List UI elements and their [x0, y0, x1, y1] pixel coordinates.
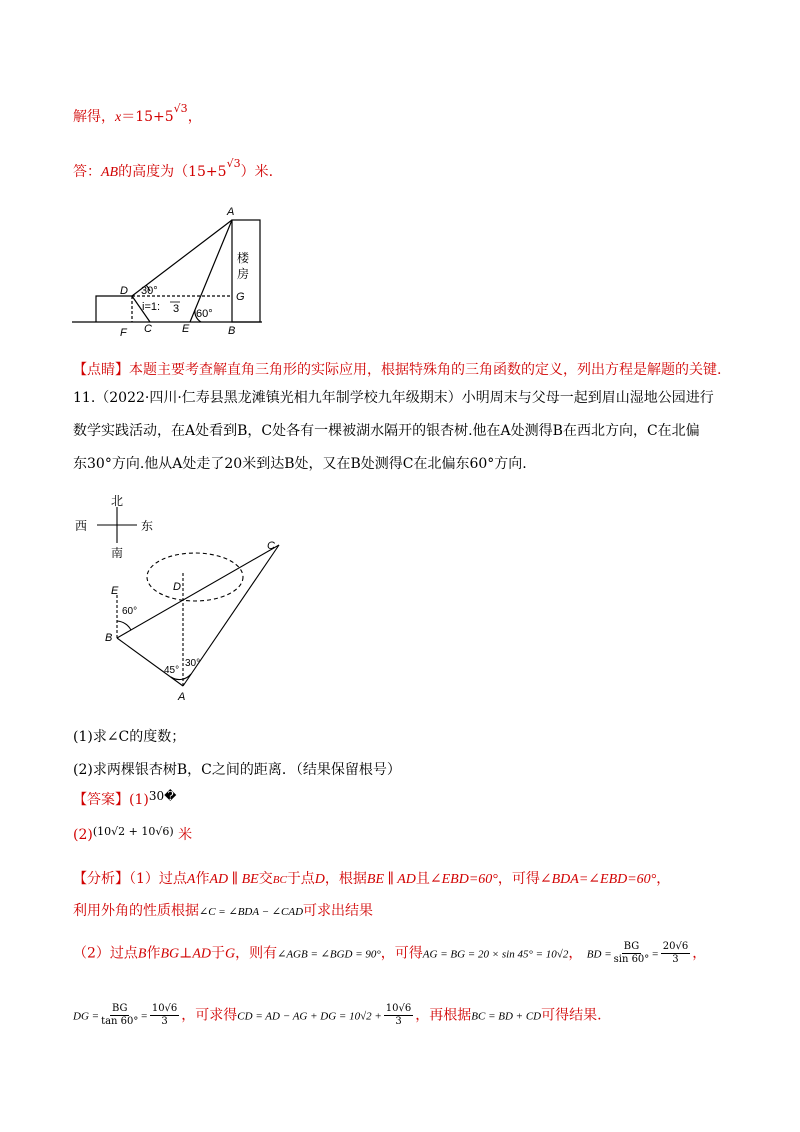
label-C: C [267, 540, 275, 552]
problem-line-2: 数学实践活动，在A处看到B，C处各有一棵被湖水隔开的银杏树.他在A处测得B在西北方向，C在北偏 [73, 423, 700, 439]
label-slope: i=1: [142, 301, 161, 313]
answer-tag: 【答案】 [73, 792, 129, 808]
label-angle-30: 30° [185, 658, 201, 669]
fraction: $\frac{10√6}{3}$ [151, 1003, 178, 1027]
analysis-line-1: 【分析】（1）过点A作AD ∥ BE交BC于点D，根据BE ∥ AD且∠EBD=60°，可得∠BDA=∠EBD=60°， [73, 871, 671, 887]
label-angle-60: 60° [122, 606, 138, 617]
line-BC [117, 545, 279, 638]
label-angle-30: 30° [141, 285, 158, 297]
label-north: 北 [111, 494, 124, 508]
fraction: $\frac{BG}{\tan 60^\circ}$ [101, 1003, 139, 1027]
label-E: E [182, 323, 190, 335]
label-C: C [144, 323, 152, 335]
analysis-tag: 【分析】 [73, 871, 129, 887]
dianjing-line: 【点睛】本题主要考查解直角三角形的实际应用，根据特殊角的三角函数的定义，列出方程是解题的关键. [73, 362, 722, 378]
analysis-line-4: DG = $\frac{BG}{\tan 60^\circ}$ = $\frac{10√6}{3}$ ，可求得CD = AD − AG + DG = 10√2 + $\frac{10√6}{3}$ ，再根据BC = BD + CD可得结果. [73, 1003, 602, 1027]
analysis-line-2: 利用外角的性质根据∠C = ∠BDA − ∠CAD可求出结果 [73, 903, 374, 919]
label-west: 西 [75, 519, 88, 533]
label-angle-60: 60° [196, 308, 213, 320]
label-B: B [228, 325, 236, 337]
analysis-line-3: （2）过点B作BG⊥AD于G，则有∠AGB = ∠BGD = 90°，可得AG = BG = 20 × sin 45° = 10√2， BD = $\frac{BG}{\sin 60^\circ}$ = $\frac{20√6}{3}$ ， [73, 941, 707, 965]
sqrt-3: √3 [226, 157, 241, 170]
label-A: A [178, 691, 186, 703]
label-F: F [120, 327, 127, 339]
problem-line-1: 11.（2022·四川·仁寿县黑龙滩镇光相九年制学校九年级期末）小明周末与父母一起到眉山湿地公园进行 [73, 390, 714, 406]
building-figure [70, 200, 270, 340]
answer-line: 答：AB的高度为$(15+5^{√3})$米. [73, 157, 274, 180]
label-D: D [173, 581, 181, 593]
label-south: 南 [111, 546, 124, 560]
label-B: B [105, 632, 113, 644]
question-1: (1)求∠C的度数； [73, 729, 186, 745]
label-angle-45: 45° [164, 665, 180, 676]
label-D: D [120, 285, 128, 297]
question-2: (2)求两棵银杏树B，C之间的距离．（结果保留根号） [73, 762, 401, 778]
answer-part-2: $(2)^{(10√2 + 10√6)}$ 米 [73, 825, 193, 843]
problem-line-3: 东30°方向.他从A处走了20米到达B处，又在B处测得C在北偏东60°方向. [73, 456, 527, 472]
angle-arc-60 [117, 621, 131, 630]
dianjing-tag: 【点睛】 [73, 362, 129, 378]
label-east: 东 [141, 519, 154, 533]
compass-figure [65, 493, 295, 708]
label-E: E [111, 585, 119, 597]
solve-line: 解得，$x=15+5^{√3}$， [73, 102, 202, 125]
building-label-1: 楼 [237, 251, 250, 265]
label-slope-sqrt: 3 [173, 303, 180, 315]
platform [96, 296, 132, 322]
label-A: A [227, 206, 235, 218]
label-G: G [236, 291, 245, 303]
fraction: $\frac{BG}{\sin 60^\circ}$ [613, 941, 650, 965]
answer-part-1: 【答案】(1)30� [73, 789, 177, 808]
sqrt-3: √3 [173, 102, 188, 115]
fraction: $\frac{10√6}{3}$ [385, 1003, 412, 1027]
building-label-2: 房 [237, 267, 250, 281]
fraction: $\frac{20√6}{3}$ [662, 941, 689, 965]
